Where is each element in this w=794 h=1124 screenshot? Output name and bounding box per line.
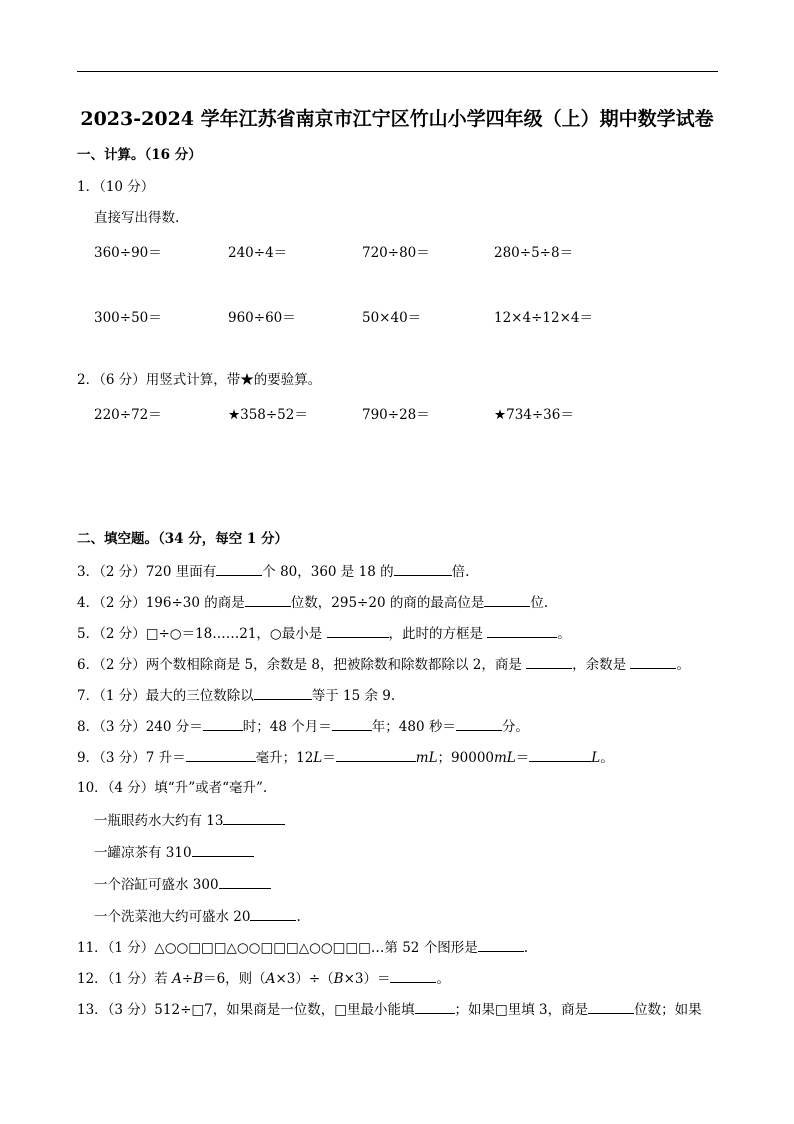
q1-item: 360÷90＝ (94, 245, 162, 261)
answer-blank[interactable] (219, 875, 271, 889)
q3: 3．（2 分）720 里面有 个 80，360 是 18 的 倍. (77, 564, 470, 580)
q8: 8．（3 分）240 分＝ 时；48 个月＝ 年；480 秒＝ 分。 (77, 719, 529, 735)
answer-blank[interactable] (529, 748, 591, 762)
q2-item: ★734÷36＝ (494, 407, 574, 423)
answer-blank[interactable] (394, 562, 452, 576)
page-title: 2023-2024 学年江苏省南京市江宁区竹山小学四年级（上）期中数学试卷 (80, 108, 714, 130)
q2-label: 2．（6 分）用竖式计算，带★的要验算。 (77, 372, 322, 388)
q2-item: 790÷28＝ (362, 407, 430, 423)
answer-blank[interactable] (254, 686, 312, 700)
answer-blank[interactable] (456, 717, 502, 731)
answer-blank[interactable] (223, 811, 285, 825)
answer-blank[interactable] (487, 624, 557, 638)
q9: 9．（3 分）7 升＝ 毫升；12L＝ mL；90000mL＝ L。 (77, 750, 614, 766)
q1-label: 1．（10 分） (77, 179, 155, 195)
q1-item: 300÷50＝ (94, 310, 162, 326)
q6: 6．（2 分）两个数相除商是 5，余数是 8，把被除数和除数都除以 2，商是 ，余数是 。 (77, 657, 690, 673)
q1-instruction: 直接写出得数. (94, 210, 180, 226)
q10-item: 一瓶眼药水大约有 13 (94, 811, 285, 830)
header-rule (77, 71, 718, 72)
q1-item: 12×4÷12×4＝ (494, 310, 593, 326)
q13: 13．（3 分）512÷□7，如果商是一位数，□里最小能填 ；如果□里填 3，商是 位数；如果 (77, 1002, 702, 1018)
answer-blank[interactable] (245, 593, 291, 607)
answer-blank[interactable] (526, 655, 572, 669)
answer-blank[interactable] (415, 1000, 455, 1014)
q4: 4．（2 分）196÷30 的商是 位数，295÷20 的商的最高位是 位. (77, 595, 549, 611)
q2-item: 220÷72＝ (94, 407, 162, 423)
answer-blank[interactable] (336, 748, 416, 762)
q2-item: ★358÷52＝ (228, 407, 308, 423)
q1-item: 50×40＝ (362, 310, 422, 326)
answer-blank[interactable] (484, 593, 530, 607)
q1-item: 960÷60＝ (228, 310, 296, 326)
answer-blank[interactable] (332, 717, 372, 731)
q1-item: 720÷80＝ (362, 245, 430, 261)
answer-blank[interactable] (327, 624, 389, 638)
q5: 5．（2 分）□÷○＝18……21，○最小是 ，此时的方框是 。 (77, 626, 571, 642)
q10-item: 一个浴缸可盛水 300 (94, 875, 271, 894)
answer-blank[interactable] (250, 907, 296, 921)
q11: 11．（1 分）△○○□□□△○○□□□△○○□□□…第 52 个图形是 . (77, 940, 528, 956)
section1-heading: 一、计算。（16 分） (77, 147, 202, 163)
answer-blank[interactable] (390, 969, 436, 983)
q1-item: 280÷5÷8＝ (494, 245, 574, 261)
q1-row-1 (94, 241, 714, 259)
answer-blank[interactable] (630, 655, 676, 669)
answer-blank[interactable] (588, 1000, 634, 1014)
answer-blank[interactable] (478, 938, 524, 952)
q1-row-2 (94, 306, 714, 324)
answer-blank[interactable] (216, 562, 262, 576)
q10-item: 一个洗菜池大约可盛水 20 . (94, 909, 301, 925)
answer-blank[interactable] (203, 717, 243, 731)
q12: 12．（1 分）若 A÷B＝6，则（A×3）÷（B×3）＝ 。 (77, 971, 450, 987)
q10-label: 10．（4 分）填“升”或者“毫升”. (77, 780, 268, 796)
q1-item: 240÷4＝ (228, 245, 288, 261)
q10-item: 一罐凉茶有 310 (94, 843, 254, 862)
q7: 7．（1 分）最大的三位数除以 等于 15 余 9. (77, 688, 396, 704)
answer-blank[interactable] (186, 748, 256, 762)
answer-blank[interactable] (192, 843, 254, 857)
q2-row (94, 403, 714, 421)
section2-heading: 二、填空题。（34 分，每空 1 分） (77, 531, 289, 547)
